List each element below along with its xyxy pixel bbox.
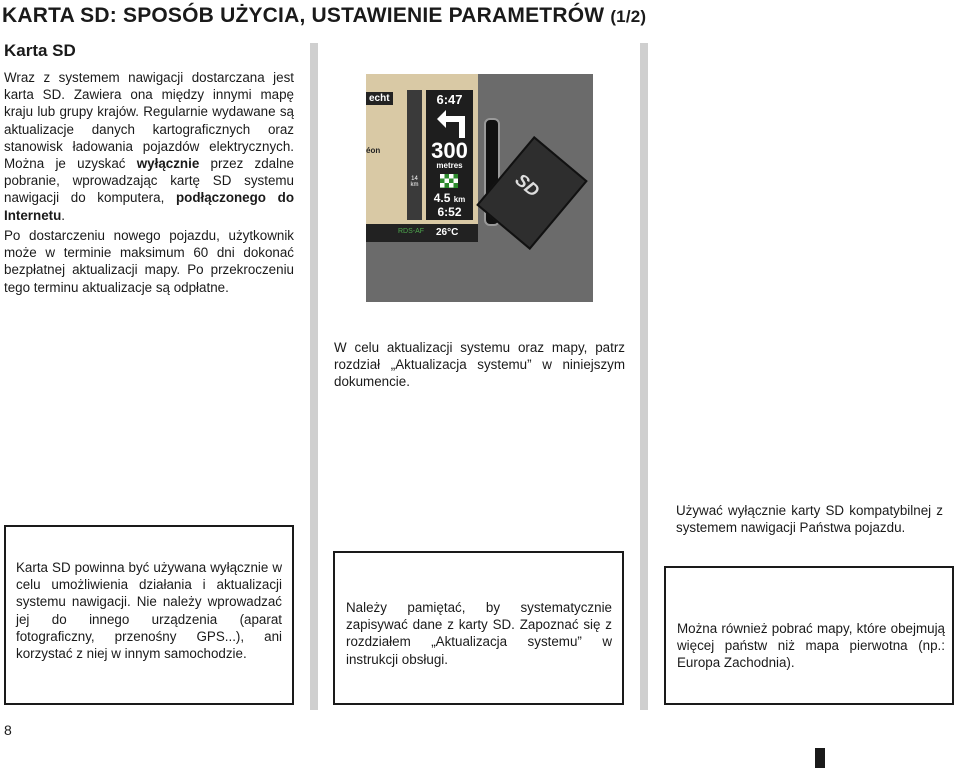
intro-text-a: Wraz z systemem nawigacji dostarczana jest karta SD. Zawiera ona między innymi mapę kraju lub grupy krajów. Regularnie wydawane są aktualizacje danych kartograficznych oraz stanowisk ładowania pojazdów elektrycznych. Można je uzyskać	[4, 70, 294, 172]
update-reference-paragraph: W celu aktualizacji systemu oraz mapy, patrz rozdział „Aktualizacja systemu” w niniejszym dokumencie.	[334, 340, 625, 390]
compatibility-paragraph: Używać wyłącznie karty SD kompatybilnej z systemem nawigacji Państwa pojazdu.	[676, 503, 943, 536]
page-number: 8	[4, 722, 12, 738]
city-label: echt	[366, 92, 393, 105]
route-distance: 14 km	[410, 176, 419, 188]
status-bar	[366, 224, 478, 242]
note-backup-text: Należy pamiętać, by systematycznie zapisywać dane z karty SD. Zapoznać się z rozdziałem „Aktualizacja systemu” w instrukcji obsługi.	[346, 600, 612, 667]
intro-text-c: przez zdalne pobranie, wprowadzając kartę SD systemu nawigacji do komputera,	[4, 156, 294, 206]
rds-label: RDS-AF	[398, 228, 425, 235]
column-divider-left	[310, 43, 318, 710]
device-lower-bezel	[366, 242, 593, 302]
sd-logo-icon: SD	[511, 169, 544, 201]
street-label: éon	[366, 146, 381, 155]
intro-text-e: .	[61, 207, 66, 223]
note-box-maps	[664, 566, 954, 705]
turn-left-arrow-icon	[435, 110, 465, 138]
distance-unit: metres	[436, 161, 463, 170]
page-title-text: KARTA SD: SPOSÓB UŻYCIA, USTAWIENIE PARAMETRÓW	[2, 4, 605, 27]
finish-flag-icon	[440, 174, 458, 188]
free-update-paragraph: Po dostarczeniu nowego pojazdu, użytkownik może w terminie maksimum 60 dni dokonać bezpłatnej aktualizacji mapy. Po przekroczeniu tego terminu aktualizacje są odpłatne.	[4, 228, 294, 295]
route-bar	[407, 90, 422, 220]
page-title-part: (1/2)	[610, 7, 647, 26]
page-edge-marker	[815, 748, 825, 768]
note-box-backup	[333, 551, 624, 705]
temperature: 26°C	[436, 227, 459, 238]
intro-paragraph	[4, 69, 294, 224]
page-title	[2, 4, 646, 28]
guidance-panel	[426, 90, 473, 220]
arrival-time: 6:52	[437, 205, 462, 219]
intro-text-bold-internet: podłączonego do Internetu	[4, 190, 295, 223]
remaining-distance: 4.5	[433, 191, 451, 205]
note-usage-text: Karta SD powinna być używana wyłącznie w celu umożliwienia działania i aktualizacji systemu nawigacji. Nie należy wprowadzać jej do innego urządzenia (aparat fotograficzny, przenośny GPS...), ani korzystać z niej w innym samochodzie.	[16, 560, 282, 662]
clock-time: 6:47	[436, 92, 463, 107]
remaining-unit: km	[453, 195, 466, 204]
column-divider-right	[640, 43, 648, 710]
intro-text-bold-only: wyłącznie	[136, 156, 200, 172]
distance-value: 300	[431, 138, 468, 163]
section-heading: Karta SD	[4, 41, 76, 60]
note-maps-text: Można również pobrać mapy, które obejmują więcej państw niż mapa pierwotna (np.: Europa Zachodnia).	[677, 621, 945, 671]
note-box-usage	[4, 525, 294, 705]
